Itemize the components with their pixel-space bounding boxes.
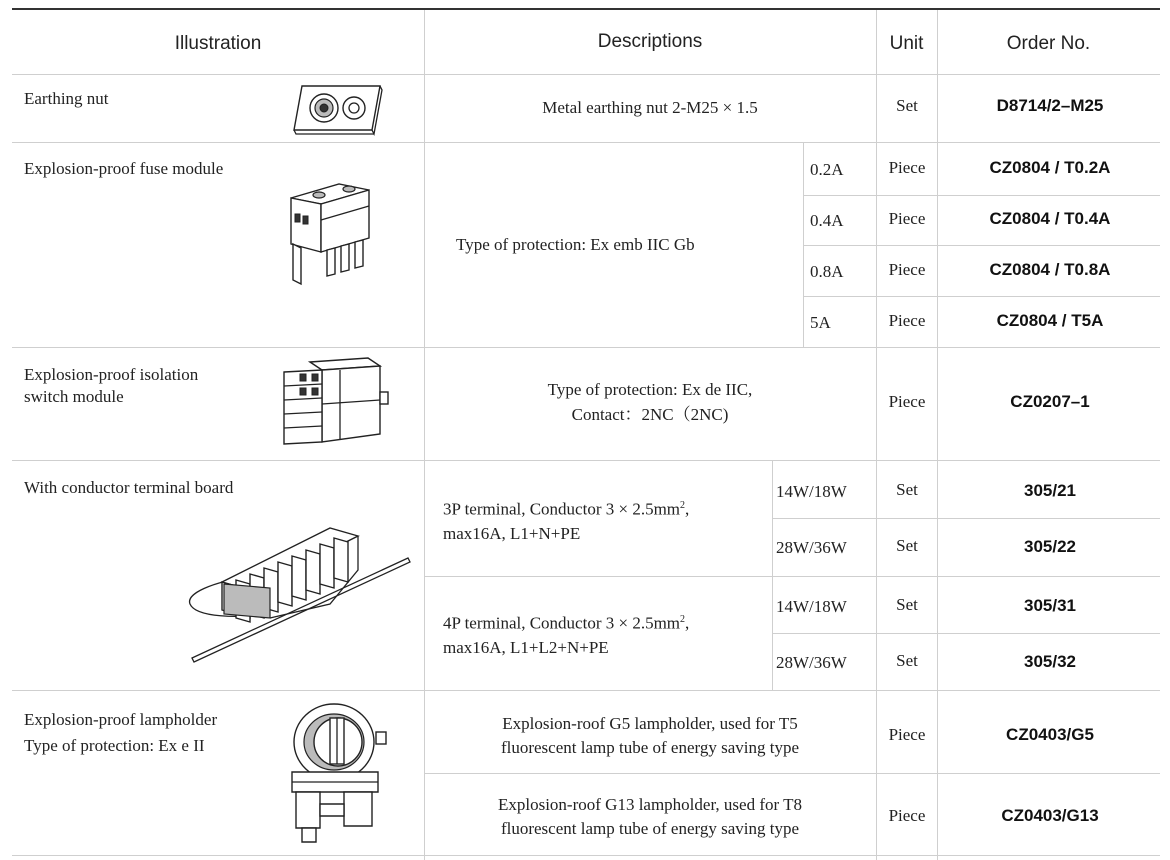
lampholder-g13-description-line1: Explosion-roof G13 lampholder, used for T8 <box>497 795 802 814</box>
row-divider <box>12 460 1160 461</box>
fuse-rating: 0.2A <box>810 160 844 179</box>
column-divider <box>803 142 804 347</box>
fuse-rating: 0.4A <box>810 211 844 230</box>
lampholder-g5-description-line1: Explosion-roof G5 lampholder, used for T5 <box>502 714 798 733</box>
lampholder-g5-unit: Piece <box>888 725 926 744</box>
row-divider <box>772 633 1160 634</box>
row-divider <box>12 690 1160 691</box>
row-divider <box>772 518 1160 519</box>
terminal-power: 14W/18W <box>776 482 847 501</box>
superscript: 2 <box>680 500 686 511</box>
isolation-switch-description-line1: Type of protection: Ex de IIC, <box>547 380 753 399</box>
terminal-order: 305/31 <box>1024 596 1076 615</box>
header-descriptions: Descriptions <box>597 31 703 52</box>
terminal-4p-description-line2: max16A, L1+L2+N+PE <box>443 638 609 657</box>
row-divider <box>12 142 1160 143</box>
terminal-unit: Set <box>896 480 918 499</box>
terminal-unit: Set <box>896 651 918 670</box>
fuse-unit: Piece <box>888 158 926 177</box>
fuse-unit: Piece <box>888 260 926 279</box>
row-divider <box>12 347 1160 348</box>
terminal-4p-description-line1: 4P terminal, Conductor $3 \times 2.5mm^2$, <box>443 613 690 633</box>
terminal-order: 305/32 <box>1024 652 1076 671</box>
lampholder-g13-unit: Piece <box>888 806 926 825</box>
terminal-3p-description-line1: 3P terminal, Conductor $3 \times 2.5mm^2$, <box>443 499 690 519</box>
fuse-module-name: Explosion-proof fuse module <box>24 159 224 178</box>
lampholder-icon <box>282 696 392 846</box>
fuse-order: CZ0804 / T5A <box>996 311 1104 330</box>
terminal-order: 305/21 <box>1024 481 1076 500</box>
isolation-switch-name-line1: Explosion-proof isolation <box>24 365 199 384</box>
fuse-rating: 0.8A <box>810 262 844 281</box>
table-top-rule <box>12 8 1160 10</box>
terminal-3p-description-line2: max16A, L1+N+PE <box>443 524 581 543</box>
lampholder-name-line1: Explosion-proof lampholder <box>24 710 218 729</box>
fuse-order: CZ0804 / T0.8A <box>989 260 1111 279</box>
header-illustration: Illustration <box>174 33 262 54</box>
isolation-switch-description-line2: Contact：2NC（2NC) <box>571 405 729 424</box>
row-divider <box>12 855 1160 856</box>
column-divider <box>937 10 938 860</box>
row-divider <box>803 245 1160 246</box>
terminal-board-icon <box>180 518 420 683</box>
earthing-nut-icon <box>288 80 384 136</box>
terminal-power: 14W/18W <box>776 597 847 616</box>
row-divider <box>803 195 1160 196</box>
earthing-nut-name: Earthing nut <box>24 89 109 108</box>
row-divider <box>12 74 1160 75</box>
terminal-order: 305/22 <box>1024 537 1076 556</box>
header-order-no: Order No. <box>1006 33 1091 54</box>
earthing-nut-description: Metal earthing nut 2-M25 × 1.5 <box>542 98 758 117</box>
lampholder-g5-description-line2: fluorescent lamp tube of energy saving type <box>500 738 800 757</box>
fuse-module-icon <box>283 180 373 288</box>
terminal-unit: Set <box>896 595 918 614</box>
terminal-board-name: With conductor terminal board <box>24 478 234 497</box>
isolation-switch-unit: Piece <box>888 392 926 411</box>
fuse-rating: 5A <box>810 313 831 332</box>
row-divider <box>424 773 1160 774</box>
fuse-unit: Piece <box>888 209 926 228</box>
earthing-nut-order: D8714/2–M25 <box>996 96 1104 115</box>
row-divider <box>803 296 1160 297</box>
terminal-power: 28W/36W <box>776 538 847 557</box>
terminal-power: 28W/36W <box>776 653 847 672</box>
row-divider <box>424 576 1160 577</box>
terminal-unit: Set <box>896 536 918 555</box>
fuse-order: CZ0804 / T0.2A <box>989 158 1111 177</box>
lampholder-g13-description-line2: fluorescent lamp tube of energy saving type <box>500 819 800 838</box>
isolation-switch-name-line2: switch module <box>24 387 124 406</box>
lampholder-name-line2: Type of protection: Ex e II <box>24 736 205 755</box>
fuse-module-description: Type of protection: Ex emb IIC Gb <box>456 235 695 254</box>
fuse-unit: Piece <box>888 311 926 330</box>
isolation-switch-icon <box>280 352 400 454</box>
fuse-order: CZ0804 / T0.4A <box>989 209 1111 228</box>
earthing-nut-unit: Set <box>896 96 918 115</box>
superscript: 2 <box>680 614 686 625</box>
column-divider <box>772 460 773 690</box>
header-unit: Unit <box>889 33 924 54</box>
lampholder-g13-order: CZ0403/G13 <box>1001 806 1099 825</box>
isolation-switch-order: CZ0207–1 <box>1010 392 1090 411</box>
lampholder-g5-order: CZ0403/G5 <box>1006 725 1094 744</box>
